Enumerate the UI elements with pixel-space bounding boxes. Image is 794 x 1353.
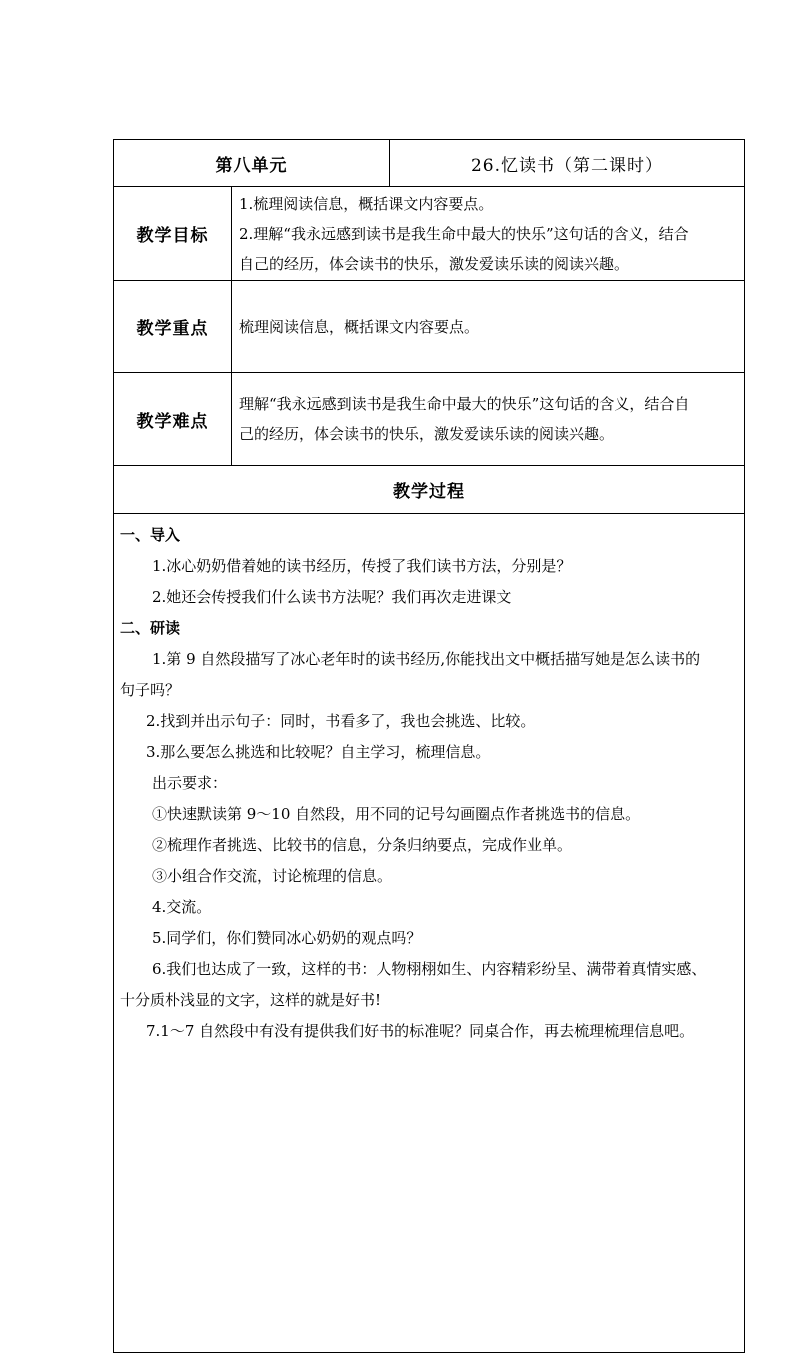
process-row	[114, 514, 745, 1353]
process-title-row	[114, 466, 745, 514]
section-heading-intro: 一、导入	[120, 526, 181, 544]
unit-title: 第八单元	[114, 140, 390, 187]
lesson-plan-table	[113, 139, 745, 1353]
list-item-continuation: 句子吗？	[120, 681, 181, 699]
header-row	[114, 140, 745, 187]
list-item-continuation: 十分质朴浅显的文字，这样的就是好书!	[120, 991, 382, 1009]
list-item: 1.冰心奶奶借着她的读书经历，传授了我们读书方法，分别是？	[152, 557, 572, 575]
difficulty-line: 己的经历，体会读书的快乐，激发爱读乐读的阅读兴趣。	[239, 425, 615, 443]
section-heading-study: 二、研读	[120, 619, 181, 637]
requirements-heading: 出示要求：	[152, 774, 228, 792]
difficulties-label: 教学难点	[114, 373, 232, 466]
objective-line: 2.理解“我永远感到读书是我生命中最大的快乐”这句话的含义，结合	[239, 224, 689, 243]
objective-line: 自己的经历，体会读书的快乐，激发爱读乐读的阅读兴趣。	[239, 254, 630, 273]
list-item: 5.同学们，你们赞同冰心奶奶的观点吗？	[152, 929, 422, 947]
key-points-label: 教学重点	[114, 281, 232, 373]
list-item: 3.那么要怎么挑选和比较呢？自主学习，梳理信息。	[146, 743, 491, 761]
requirement-item: ②梳理作者挑选、比较书的信息，分条归纳要点，完成作业单。	[152, 836, 573, 854]
objective-line: 1.梳理阅读信息，概括课文内容要点。	[239, 194, 494, 213]
objectives-label: 教学目标	[114, 187, 232, 281]
list-item: 2.她还会传授我们什么读书方法呢？我们再次走进课文	[152, 588, 512, 606]
key-points-content	[232, 281, 745, 373]
difficulty-line: 理解“我永远感到读书是我生命中最大的快乐”这句话的含义，结合自	[239, 395, 690, 413]
list-item: 1.第 9 自然段描写了冰心老年时的读书经历,你能找出文中概括描写她是怎么读书的	[152, 650, 701, 668]
list-item: 7.1～7 自然段中有没有提供我们好书的标准呢？同桌合作，再去梳理梳理信息吧。	[146, 1022, 695, 1040]
difficulties-row	[114, 373, 745, 466]
requirement-item: ③小组合作交流，讨论梳理的信息。	[152, 867, 393, 885]
requirement-item: ①快速默读第 9～10 自然段，用不同的记号勾画圈点作者挑选书的信息。	[152, 805, 641, 823]
process-content	[114, 514, 745, 1353]
process-title: 教学过程	[114, 466, 745, 514]
objectives-row	[114, 187, 745, 281]
list-item: 6.我们也达成了一致，这样的书：人物栩栩如生、内容精彩纷呈、满带着真情实感、	[152, 960, 707, 978]
list-item: 4.交流。	[152, 898, 212, 916]
key-points-text: 梳理阅读信息，概括课文内容要点。	[239, 317, 480, 336]
lesson-title: 26.忆读书（第二课时）	[390, 140, 745, 187]
difficulties-content	[232, 373, 745, 466]
key-points-row	[114, 281, 745, 373]
objectives-content	[232, 187, 745, 281]
list-item: 2.找到并出示句子：同时，书看多了，我也会挑选、比较。	[146, 712, 536, 730]
